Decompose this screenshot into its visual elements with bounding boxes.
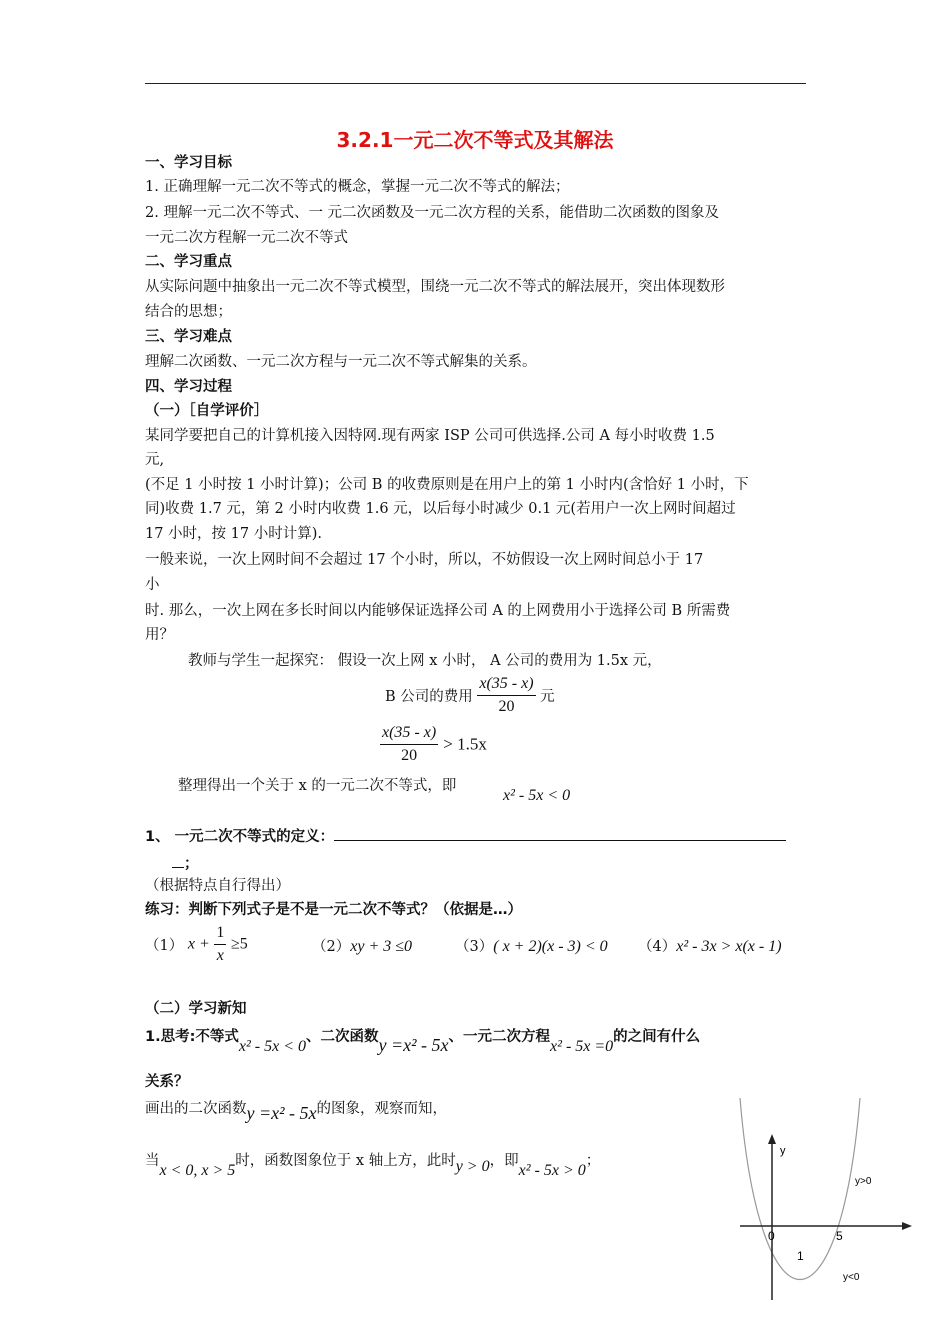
section-heading-difficulties: 三、学习难点 xyxy=(145,329,232,345)
problem-line-9: 用？ xyxy=(145,627,174,643)
exercise-1-numerator: 1 xyxy=(214,922,226,945)
document-title: 3.2.1一元二次不等式及其解法 xyxy=(336,128,614,152)
explore-line: 教师与学生一起探究： 假设一次上网 x 小时， A 公司的费用为 1.5x 元， xyxy=(188,653,662,669)
y-axis-label: y xyxy=(780,1145,786,1157)
problem-line-6: 一般来说，一次上网时间不会超过 17 个小时，所以，不妨假设一次上网时间总小于 17 xyxy=(145,552,704,568)
header-rule xyxy=(145,83,806,84)
page-number: 1 xyxy=(797,1249,804,1263)
cost-inequality xyxy=(380,722,487,767)
origin-label: 0 xyxy=(768,1229,775,1243)
when-text-d: ； xyxy=(585,1153,601,1169)
think-question xyxy=(145,1025,701,1055)
key-points-line-1: 从实际问题中抽象出一元二次不等式模型，围绕一元二次不等式的解法展开，突出体现数形 xyxy=(145,279,725,295)
exercise-item-4 xyxy=(638,935,782,956)
exercise-number: （1） xyxy=(145,938,184,954)
b-cost-fraction xyxy=(477,673,535,718)
exercise-2-expr: xy + 3 ≤0 xyxy=(350,938,413,955)
exercise-1-fraction xyxy=(214,922,226,967)
think-math-1: x² - 5x < 0 xyxy=(238,1038,307,1055)
goal-item-2b: 一元二次方程解一元二次不等式 xyxy=(145,230,348,246)
definition-blank-2[interactable] xyxy=(172,853,184,868)
problem-line-2: 元, xyxy=(145,452,165,468)
think-question-end: 关系？ xyxy=(145,1074,189,1090)
problem-line-1: 某同学要把自己的计算机接入因特网.现有两家 ISP 公司可供选择.公司 A 每小时收费 1.5 xyxy=(145,428,715,444)
exercise-1-rhs: ≥5 xyxy=(230,935,248,953)
exercise-number: （4） xyxy=(638,939,677,955)
fraction-denominator: 20 xyxy=(498,698,515,715)
result-inequality: x² - 5x < 0 xyxy=(503,787,571,804)
draw-math: y =x² - 5x xyxy=(246,1103,317,1123)
problem-line-8: 时. 那么，一次上网在多长时间以内能够保证选择公司 A 的上网费用小于选择公司 B 所需费 xyxy=(145,603,731,619)
exercise-number: （3） xyxy=(455,939,494,955)
definition-note: （根据特点自行得出） xyxy=(145,878,290,894)
draw-text-a: 画出的二次函数 xyxy=(145,1101,247,1117)
definition-tail: ； xyxy=(184,856,199,872)
definition-blank[interactable] xyxy=(334,826,786,841)
exercise-1-denominator: x xyxy=(216,947,224,964)
key-points-line-2: 结合的思想； xyxy=(145,304,232,320)
when-text-c: ，即 xyxy=(489,1153,519,1169)
draw-line xyxy=(145,1097,448,1123)
b-cost-expression xyxy=(385,673,555,718)
x-axis-arrow xyxy=(902,1222,912,1230)
exercise-1-lhs: x + xyxy=(187,935,210,953)
section-heading-key-points: 二、学习重点 xyxy=(145,254,232,270)
think-math-3: x² - 5x =0 xyxy=(550,1038,614,1055)
y-axis-arrow xyxy=(768,1134,776,1144)
definition-blank-tail xyxy=(172,853,199,874)
b-cost-label: B 公司的费用 xyxy=(385,689,473,705)
think-math-2: y =x² - 5x xyxy=(378,1035,449,1055)
subsection-new-knowledge: （二）学习新知 xyxy=(145,1001,247,1017)
inequality-rhs: > 1.5x xyxy=(443,734,487,754)
problem-line-5: 17 小时，按 17 小时计算). xyxy=(145,526,322,542)
fraction-denominator: 20 xyxy=(401,747,418,764)
goal-item-1: 1. 正确理解一元二次不等式的概念，掌握一元二次不等式的解法； xyxy=(145,179,570,195)
x-five-label: 5 xyxy=(836,1229,843,1243)
fraction-numerator: x(35 - x) xyxy=(477,673,535,696)
difficulties-line-1: 理解二次函数、一元二次方程与一元二次不等式解集的关系。 xyxy=(145,354,537,370)
exercise-item-1 xyxy=(145,922,248,967)
when-text-b: 时，函数图象位于 x 轴上方，此时 xyxy=(235,1153,456,1169)
exercise-prompt: 练习：判断下列式子是不是一元二次不等式？（依据是…） xyxy=(145,902,522,918)
when-math-2: y > 0 xyxy=(455,1158,490,1175)
exercise-4-expr: x² - 3x > x(x - 1) xyxy=(676,938,782,955)
think-text-a: 1.思考:不等式 xyxy=(145,1029,239,1045)
exercise-item-3 xyxy=(455,935,608,956)
y-positive-label: y>0 xyxy=(855,1176,872,1187)
section-heading-process: 四、学习过程 xyxy=(145,379,232,395)
think-text-b: 、二次函数 xyxy=(306,1029,379,1045)
problem-line-3: (不足 1 小时按 1 小时计算)；公司 B 的收费原则是在用户上的第 1 小时内(含恰好 1 小时，下 xyxy=(145,477,749,493)
when-math-3: x² - 5x > 0 xyxy=(518,1162,586,1179)
draw-text-b: 的图象，观察而知， xyxy=(316,1101,448,1117)
when-text-a: 当 xyxy=(145,1153,160,1169)
problem-line-7: 小 xyxy=(145,577,160,593)
definition-label-text: 1、 一元二次不等式的定义： xyxy=(145,829,335,845)
think-text-c: 、一元二次方程 xyxy=(448,1029,551,1045)
section-heading-goals: 一、学习目标 xyxy=(145,155,232,171)
definition-label xyxy=(145,826,786,847)
goal-item-2a: 2. 理解一元二次不等式、一 元二次函数及一元二次方程的关系，能借助二次函数的图象及 xyxy=(145,205,720,221)
subsection-self-study: （一）［自学评价］ xyxy=(145,403,269,419)
exercise-3-expr: ( x + 2)(x - 3) < 0 xyxy=(493,938,608,955)
parabola-graph xyxy=(700,1090,920,1310)
exercise-number: （2） xyxy=(312,939,351,955)
when-line xyxy=(145,1149,601,1179)
think-text-d: 的之间有什么 xyxy=(613,1029,701,1045)
inequality-fraction xyxy=(380,722,438,767)
y-negative-label: y<0 xyxy=(843,1272,860,1283)
problem-line-4: 同)收费 1.7 元，第 2 小时内收费 1.6 元，以后每小时减少 0.1 元(若用户一次上网时间超过 xyxy=(145,501,736,517)
when-math-1: x < 0, x > 5 xyxy=(159,1162,236,1179)
b-cost-unit: 元 xyxy=(540,689,555,705)
exercise-item-2 xyxy=(312,935,412,956)
fraction-numerator: x(35 - x) xyxy=(380,722,438,745)
result-text: 整理得出一个关于 x 的一元二次不等式，即 xyxy=(178,778,457,794)
